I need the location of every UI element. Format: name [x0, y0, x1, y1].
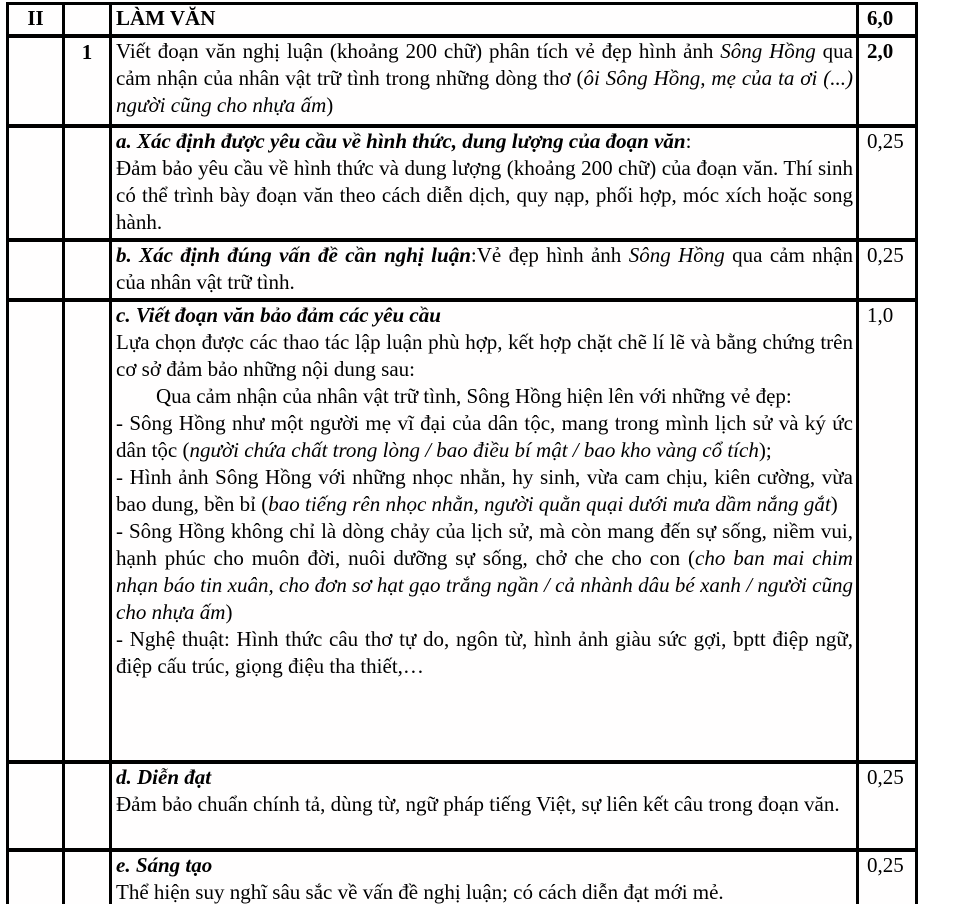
section-cell	[8, 240, 64, 300]
content-cell	[111, 36, 858, 126]
text-run: - Sông Hồng không chỉ là dòng chảy của lịch sử, mà còn mang đến sự sống, niềm vui, hạnh phúc cho muôn đời, nuôi dưỡng sự sống, chở che cho con (	[116, 519, 853, 570]
question-number-cell	[64, 240, 111, 300]
text-run: qua cảm nhận của nhân vật trữ tình.	[116, 243, 853, 294]
table-row-b	[8, 240, 917, 300]
table-row-d	[8, 762, 917, 850]
content-paragraph	[116, 155, 853, 236]
content-cell	[111, 240, 858, 300]
text-run: - Hình ảnh Sông Hồng với những nhọc nhằn, hy sinh, vừa cam chịu, kiên cường, vừa bao dung, bền bỉ (	[116, 465, 853, 516]
rubric-table	[6, 2, 918, 904]
points-cell: 2,0	[858, 36, 917, 126]
text-run: Đảm bảo yêu cầu về hình thức và dung lượng (khoảng 200 chữ) của đoạn văn. Thí sinh có thể trình bày đoạn văn theo cách diễn dịch, quy nạp, phối hợp, móc xích hoặc song hành.	[116, 156, 853, 234]
points-cell: 0,25	[858, 762, 917, 850]
points-cell: 6,0	[858, 4, 917, 37]
text-run: Sông Hồng	[720, 39, 816, 63]
text-run: b. Xác định đúng vấn đề cần nghị luận	[116, 243, 471, 267]
text-run: Đảm bảo chuẩn chính tả, dùng từ, ngữ pháp tiếng Việt, sự liên kết câu trong đoạn văn.	[116, 792, 840, 816]
points-cell: 1,0	[858, 300, 917, 762]
question-number-cell: 1	[64, 36, 111, 126]
text-run: ôi Sông Hồng, mẹ của ta ơi (...) người cũng cho nhựa ấm	[116, 66, 853, 117]
text-run: :	[685, 129, 692, 153]
table-row-header	[8, 4, 917, 37]
content-paragraph	[116, 38, 853, 119]
points-cell: 0,25	[858, 240, 917, 300]
text-run: )	[326, 93, 334, 117]
section-cell	[8, 850, 64, 904]
question-number-cell	[64, 850, 111, 904]
content-paragraph	[116, 626, 853, 680]
content-paragraph	[116, 329, 853, 383]
rubric-table-body	[8, 4, 917, 904]
text-run: )	[225, 600, 233, 624]
section-cell	[8, 300, 64, 762]
content-paragraph	[116, 302, 853, 329]
table-row-e	[8, 850, 917, 904]
text-run: a. Xác định được yêu cầu về hình thức, dung lượng của đoạn văn	[116, 129, 686, 153]
text-run: Thể hiện suy nghĩ sâu sắc về vấn đề nghị luận; có cách diễn đạt mới mẻ.	[116, 880, 724, 904]
table-row-question	[8, 36, 917, 126]
content-paragraph	[116, 242, 853, 296]
content-cell	[111, 4, 858, 37]
content-paragraph	[116, 410, 853, 464]
text-run: Qua cảm nhận của nhân vật trữ tình, Sông Hồng hiện lên với những vẻ đẹp:	[156, 384, 792, 408]
text-run: Lựa chọn được các thao tác lập luận phù hợp, kết hợp chặt chẽ lí lẽ và bằng chứng trên cơ sở đảm bảo những nội dung sau:	[116, 330, 853, 381]
content-cell	[111, 126, 858, 240]
points-cell: 0,25	[858, 126, 917, 240]
content-paragraph	[116, 879, 853, 904]
text-run: );	[758, 438, 772, 462]
content-cell	[111, 850, 858, 904]
text-run: Sông Hồng	[628, 243, 725, 267]
content-paragraph	[116, 764, 853, 791]
text-run: LÀM VĂN	[116, 6, 216, 30]
content-paragraph	[116, 5, 853, 32]
content-paragraph	[116, 791, 853, 818]
text-run: )	[830, 492, 838, 516]
table-row-a	[8, 126, 917, 240]
section-cell	[8, 126, 64, 240]
text-run: người chứa chất trong lòng / bao điều bí mật / bao kho vàng cổ tích	[189, 438, 759, 462]
text-run: d. Diễn đạt	[116, 765, 212, 789]
text-run: :Vẻ đẹp hình ảnh	[470, 243, 629, 267]
table-row-c	[8, 300, 917, 762]
content-paragraph	[116, 128, 853, 155]
points-cell: 0,25	[858, 850, 917, 904]
content-paragraph	[116, 518, 853, 626]
text-run: Viết đoạn văn nghị luận (khoảng 200 chữ) phân tích vẻ đẹp hình ảnh	[116, 39, 721, 63]
section-cell	[8, 762, 64, 850]
text-run: bao tiếng rên nhọc nhằn, người quằn quại dưới mưa dầm nắng gắt	[268, 492, 831, 516]
question-number-cell	[64, 300, 111, 762]
text-run: c. Viết đoạn văn bảo đảm các yêu cầu	[116, 303, 441, 327]
text-run: e. Sáng tạo	[116, 853, 213, 877]
text-run: cho ban mai chim nhạn báo tin xuân, cho đơn sơ hạt gạo trắng ngần / cả nhành dâu bé xanh / người cũng cho nhựa ấm	[116, 546, 853, 624]
text-run: qua cảm nhận của nhân vật trữ tình trong những dòng thơ (	[116, 39, 853, 90]
content-cell	[111, 762, 858, 850]
section-cell	[8, 36, 64, 126]
question-number-cell	[64, 4, 111, 37]
content-cell	[111, 300, 858, 762]
content-paragraph	[116, 383, 853, 410]
text-run: - Nghệ thuật: Hình thức câu thơ tự do, ngôn từ, hình ảnh giàu sức gợi, bptt điệp ngữ, điệp cấu trúc, giọng điệu tha thiết,…	[116, 627, 853, 678]
question-number-cell	[64, 762, 111, 850]
question-number-cell	[64, 126, 111, 240]
content-paragraph	[116, 852, 853, 879]
text-run: - Sông Hồng như một người mẹ vĩ đại của dân tộc, mang trong mình lịch sử và ký ức dân tộc (	[116, 411, 853, 462]
content-paragraph	[116, 464, 853, 518]
section-cell: II	[8, 4, 64, 37]
